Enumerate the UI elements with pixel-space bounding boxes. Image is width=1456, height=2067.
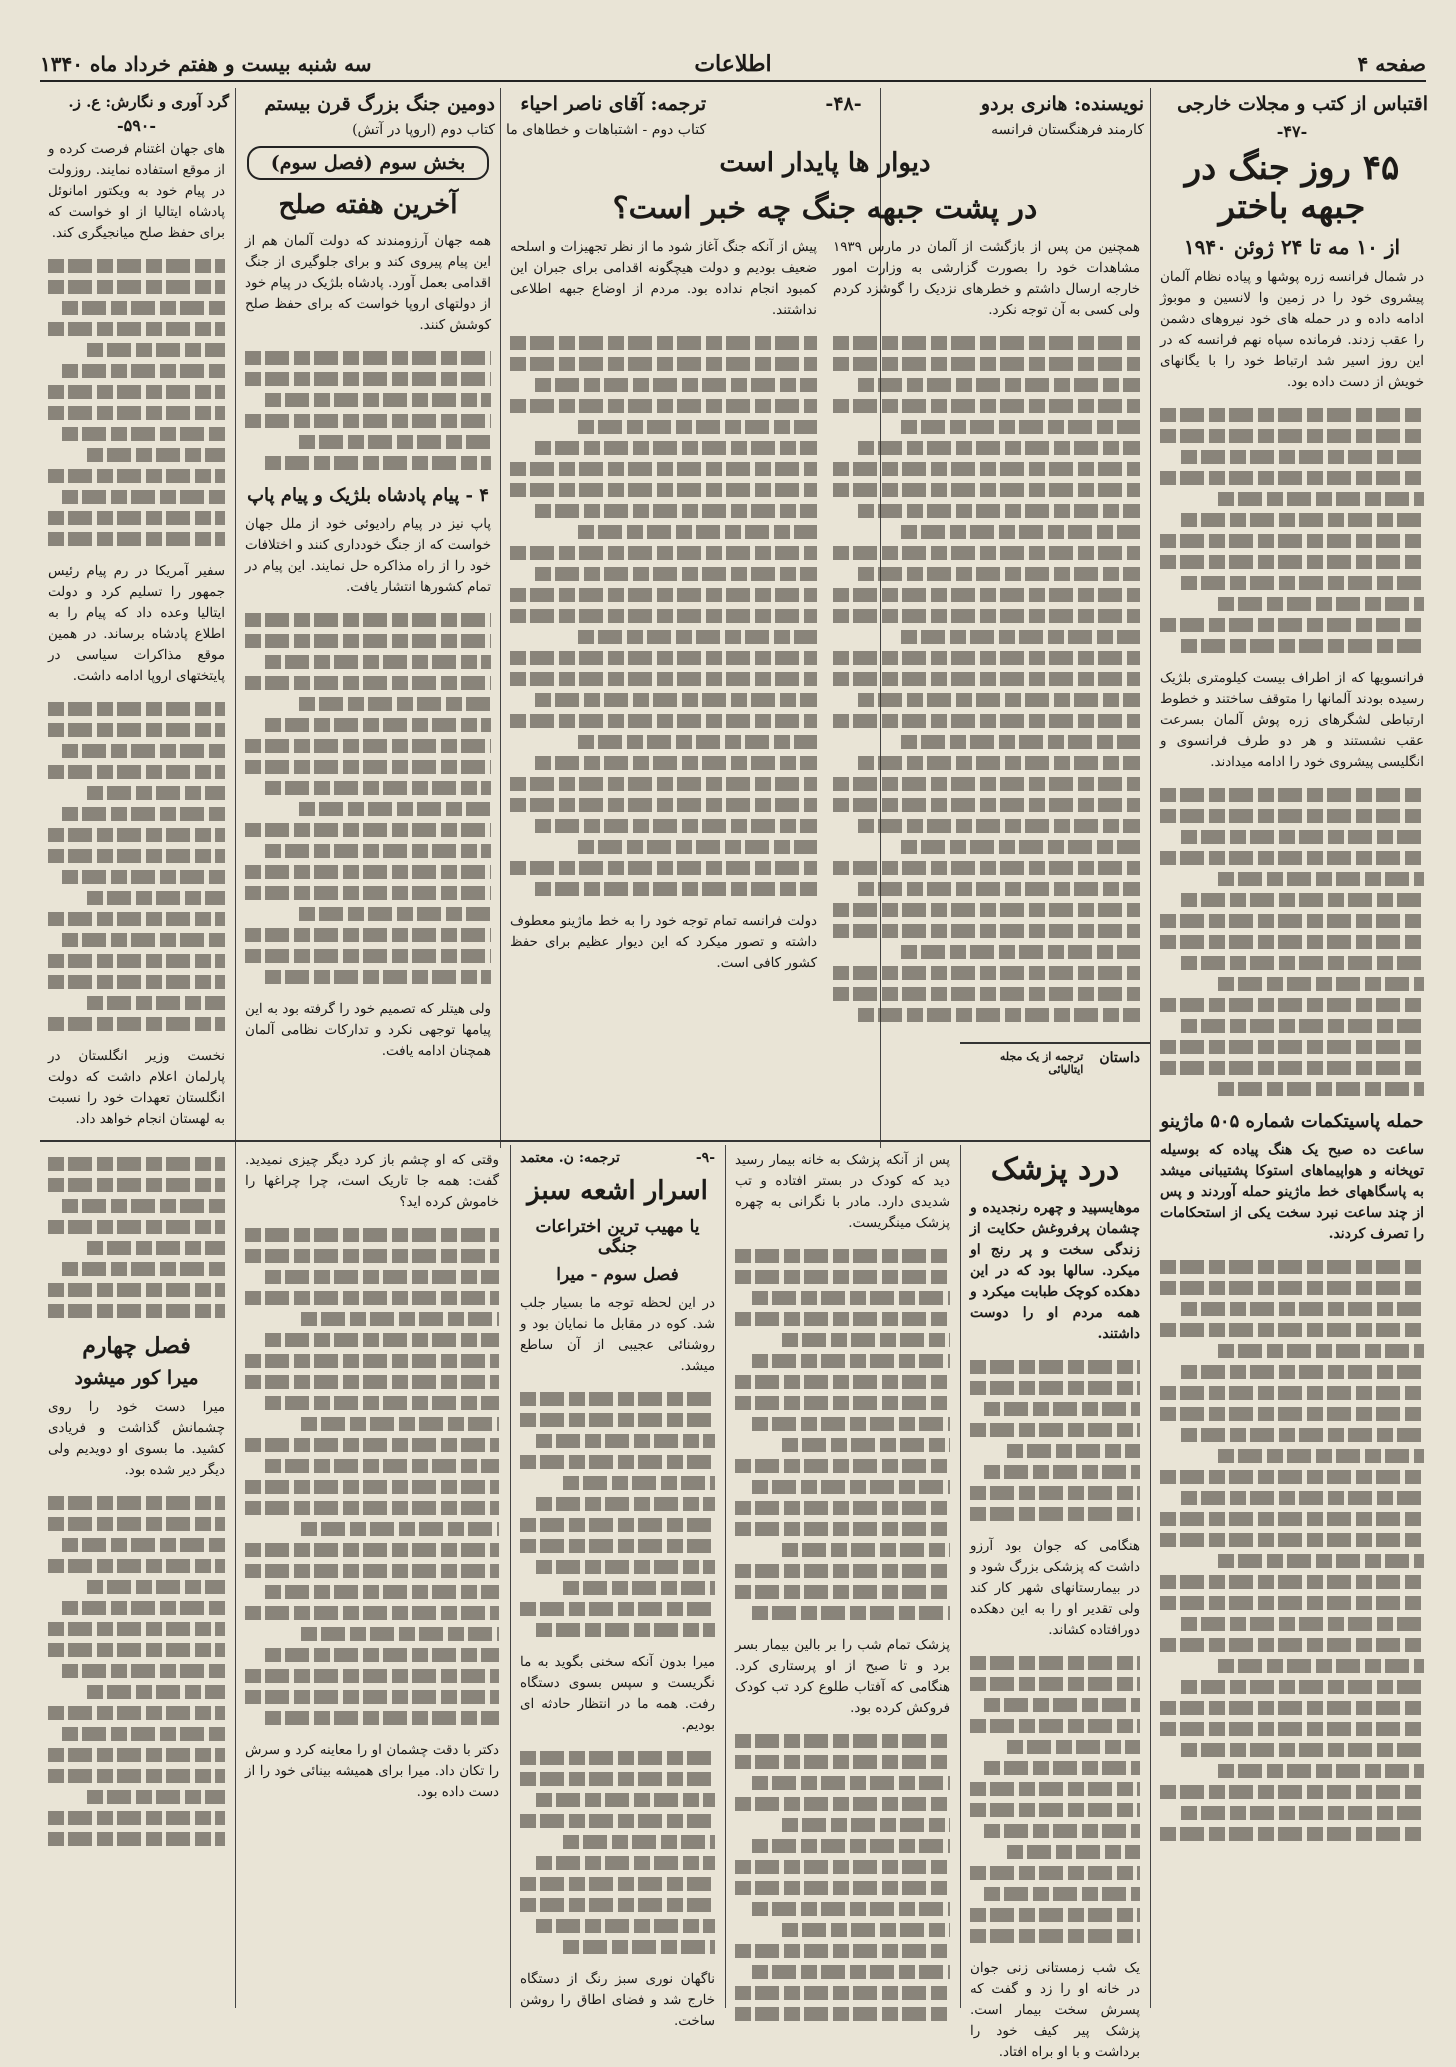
column-header: گرد آوری و نگارش: ع. ز. xyxy=(68,93,229,111)
story-label: داستان xyxy=(1099,1050,1140,1066)
translator-name: ترجمه: آقای ناصر احیاء xyxy=(520,93,707,115)
article-paragraph: همه جهان آرزومندند که دولت آلمان هم از این پیام پیروی کند و برای جلوگیری از جنگ اقدامی بعمل آورد. پادشاه بلژیک در پیام خود از دولتهای اروپا خواست که برای حفظ صلح کوشش کنند. xyxy=(245,233,491,333)
article-paragraph: دولت فرانسه تمام توجه خود را به خط ماژینو معطوف داشته و تصور میکرد که این دیوار عظیم برای حفظ کشور کافی است. xyxy=(510,913,817,971)
column-rule xyxy=(960,1145,961,2008)
serial-part: فصل سوم - میرا xyxy=(556,1265,679,1286)
episode-number: -۴۷- xyxy=(1276,121,1308,141)
masthead xyxy=(40,48,1426,82)
article-text-block xyxy=(237,602,499,995)
article-paragraph: سفیر آمریکا در رم پیام رئیس جمهور را تسلیم کرد و دولت ایتالیا وعده داد که پیام را به اطلاع پادشاه برساند. در همین موقع مذاکرات سیاسی در پایتختهای اروپا ادامه داشت. xyxy=(48,564,225,685)
serial-green-ray xyxy=(512,1146,723,2030)
episode-number: -۴۸- xyxy=(825,93,862,115)
article-paragraph: فرانسویها که از اطراف بیست کیلومتری بلژیک رسیده بودند آلمانها را متوقف ساختند و خطوط ارتباطی لشگرهای زره پوش آلمان بسرعت عقب نشستند و هر دو طرف فرانسوی و انگلیسی پیشروی خود را ادامه میدادند. xyxy=(1160,670,1424,770)
serial-paragraph: ناگهان نوری سبز رنگ از دستگاه خارج شد و فضای اطاق را روشن ساخت. xyxy=(520,1972,715,2030)
story-paragraph: پس از آنکه پزشک به خانه بیمار رسید دید که کودک در بستر افتاده و تب شدیدی دارد. مادر با نگرانی به چهره پزشک مینگریست. xyxy=(735,1153,950,1231)
column-walls-stand xyxy=(502,88,1148,1138)
column-rule xyxy=(510,1145,511,2008)
serial-text-block xyxy=(237,1217,507,1736)
section-box: بخش سوم (فصل سوم) xyxy=(247,146,489,180)
story-paragraph: موهایسپید و چهره رنجدیده و چشمان پرفروغش حکایت از زندگی سخت و پر رنج او میکرد. سالها بود که در این دهکده کوچک طبابت میکرد و همه مردم او را دوست داشتند. xyxy=(970,1200,1140,1342)
story-text-block xyxy=(727,1723,958,2032)
article-paragraph: پاپ نیز در پیام رادیوئی خود از ملل جهان خواست که از جنگ خودداری کنند و اختلافات خود را از راه مذاکره حل نمایند. این پیام در تمام کشورها انتشار یافت. xyxy=(245,516,491,595)
book-subtitle: کتاب دوم - اشتباهات و خطاهای ما xyxy=(506,121,707,138)
article-subtitle: در پشت جبهه جنگ چه خبر است؟ xyxy=(612,190,1038,226)
episode-number: -۵۹۰- xyxy=(116,116,157,136)
paper-name: اطلاعات xyxy=(694,51,772,77)
story-text-block xyxy=(727,1238,958,1631)
story-paragraph: پزشک تمام شب را بر بالین بیمار بسر برد و تا صبح از او پرستاری کرد. هنگامی که آفتاب طلوع کرد تب کودک فروکش کرده بود. xyxy=(735,1638,950,1716)
article-text-block xyxy=(1152,1249,1432,1852)
chapter-subheading: میرا کور میشود xyxy=(74,1367,199,1389)
page-label: صفحه ۴ xyxy=(1357,52,1426,76)
section-header: اقتباس از کتب و مجلات خارجی xyxy=(1177,93,1428,115)
serial-chapter-four xyxy=(40,1146,233,2008)
story-translator: ترجمه از یک مجله ایتالیائی xyxy=(999,1050,1084,1076)
column-world-war xyxy=(237,88,499,1138)
article-paragraph: پیش از آنکه جنگ آغاز شود ما از نظر تجهیزات و اسلحه ضعیف بودیم و دولت هیچگونه اقدامی برای جبران این کمبود انجام نداده بود. مردم از اوضاع جبهه اطلاعی نداشتند. xyxy=(510,239,817,318)
article-text-block xyxy=(1152,777,1432,1107)
chapter-heading: فصل چهارم xyxy=(82,1333,191,1359)
article-text-block xyxy=(825,325,1148,1033)
article-paragraph: همچنین من پس از بازگشت از آلمان در مارس ۱۹۳۹ مشاهدات خود را بصورت گزارشی به وزارت امور خارجه ارسال داشتم و خطرهای نزدیک را گوشزد کردم ولی کسی به آن توجه نکرد. xyxy=(833,239,1140,318)
column-rule xyxy=(1150,88,1151,2008)
story-text-block xyxy=(962,1349,1148,1532)
serial-paragraph: میرا بدون آنکه سخنی بگوید به ما نگریست و سپس بسوی دستگاه رفت. همه ما در انتظار حادثه ای بودیم. xyxy=(520,1655,715,1734)
article-title: آخرین هفته صلح xyxy=(278,189,458,220)
column-rule xyxy=(725,1145,726,2008)
story-doctor-body xyxy=(962,1146,1148,2060)
article-title: دیوار ها پایدار است xyxy=(719,147,931,178)
serial-text-block xyxy=(40,1485,233,1857)
serial-subtitle: یا مهیب ترین اختراعات جنگی xyxy=(535,1217,700,1258)
serial-text-block xyxy=(512,1740,723,1965)
story-doctor-continued xyxy=(727,1146,958,2008)
article-text-block xyxy=(237,340,499,481)
series-header: دومین جنگ بزرگ قرن بیستم xyxy=(264,93,495,115)
serial-paragraph: میرا دست خود را روی چشمانش گذاشت و فریادی کشید. ما بسوی او دویدیم ولی دیگر دیر شده بود. xyxy=(48,1400,225,1478)
story-title: درد پزشک xyxy=(990,1152,1120,1187)
serial-paragraph: در این لحظه توجه ما بسیار جلب شد. کوه در مقابل ما نمایان بود و روشنائی عجیبی از آن ساطع میشد. xyxy=(520,1296,715,1375)
article-paragraph: ساعت ده صبح یک هنگ پیاده که بوسیله توپخانه و هواپیماهای استوکا پشتیبانی میشد به پاسگاههای خط ماژینو حمله آوردند و پس از چند ساعت نبرد سخت یکی از استحکامات را تصرف کردند. xyxy=(1160,1141,1424,1242)
serial-continued xyxy=(237,1146,507,2008)
article-paragraph: های جهان اغتنام فرصت کرده و از موقع استفاده نمایند. روزولت در پیام خود به ویکتور امانوئل پادشاه ایتالیا از او خواست که برای حفظ صلح میانجیگری کند. xyxy=(48,142,225,242)
issue-date: سه شنبه بیست و هفتم خرداد ماه ۱۳۴۰ xyxy=(40,52,372,76)
article-paragraph: در شمال فرانسه زره پوشها و پیاده نظام آلمان پیشروی خود را در زمین وا لانسین و موبوژ ادامه داده و در حمله های خود نیروهای دشمن را عقب زدند. فرمانده سپاه نهم فرانسه که در این روز اسیر شد ارتباط خود را با یگانهای خویش از دست داده بود. xyxy=(1160,269,1424,390)
book-title: کتاب دوم (اروپا در آتش) xyxy=(352,121,495,138)
column-war-45-days xyxy=(1152,88,1432,2008)
column-rule xyxy=(235,88,236,2008)
column-last-week xyxy=(40,88,233,1138)
article-text-block xyxy=(40,691,233,1042)
article-paragraph: ولی هیتلر که تصمیم خود را گرفته بود به این پیامها توجهی نکرد و تدارکات نظامی آلمان همچنان ادامه یافت. xyxy=(245,1001,491,1059)
serial-paragraph: دکتر با دقت چشمان او را معاینه کرد و سرش را تکان داد. میرا برای همیشه بینائی خود را از دست داده بود. xyxy=(245,1743,499,1800)
serial-text-block xyxy=(512,1381,723,1648)
author-name: نویسنده: هانری بردو xyxy=(980,93,1144,115)
serial-text-block xyxy=(40,1146,233,1329)
article-title: ۴۵ روز جنگ در جبهه باختر xyxy=(1184,147,1400,227)
article-text-block xyxy=(40,248,233,557)
subheading: ۴ - پیام پادشاه بلژیک و پیام پاپ xyxy=(247,484,489,506)
article-text-block xyxy=(1152,397,1432,664)
column-rule xyxy=(500,88,501,1148)
serial-translator: ترجمه: ن. معتمد xyxy=(520,1150,620,1166)
serial-title: اسرار اشعه سبز xyxy=(527,1176,708,1206)
article-subtitle: از ۱۰ مه تا ۲۴ ژوئن ۱۹۴۰ xyxy=(1183,234,1401,259)
serial-number: -۹- xyxy=(695,1150,715,1166)
story-text-block xyxy=(962,1645,1148,1954)
article-text-block xyxy=(502,325,825,907)
story-paragraph: هنگامی که جوان بود آرزو داشت که پزشکی بزرگ شود و در بیمارستانهای شهر کار کند ولی تقدیر او را به این دهکده دورافتاده کشاند. xyxy=(970,1539,1140,1638)
serial-paragraph: وقتی که او چشم باز کرد دیگر چیزی نمیدید. گفت: همه جا تاریک است، چرا چراغها را خاموش کرده اید؟ xyxy=(245,1153,499,1210)
author-title: کارمند فرهنگستان فرانسه xyxy=(991,121,1144,138)
article-paragraph: نخست وزیر انگلستان در پارلمان اعلام داشت که دولت انگلستان تعهدات خود را نسبت به لهستان انجام خواهد داد. xyxy=(48,1049,225,1128)
story-paragraph: یک شب زمستانی زنی جوان در خانه او را زد و گفت که پسرش سخت بیمار است. پزشک پیر کیف خود را برداشت و با او براه افتاد. xyxy=(970,1961,1140,2060)
subheading: حمله پاسیتکمات شماره ۵۰۵ ماژینو xyxy=(1160,1110,1424,1132)
